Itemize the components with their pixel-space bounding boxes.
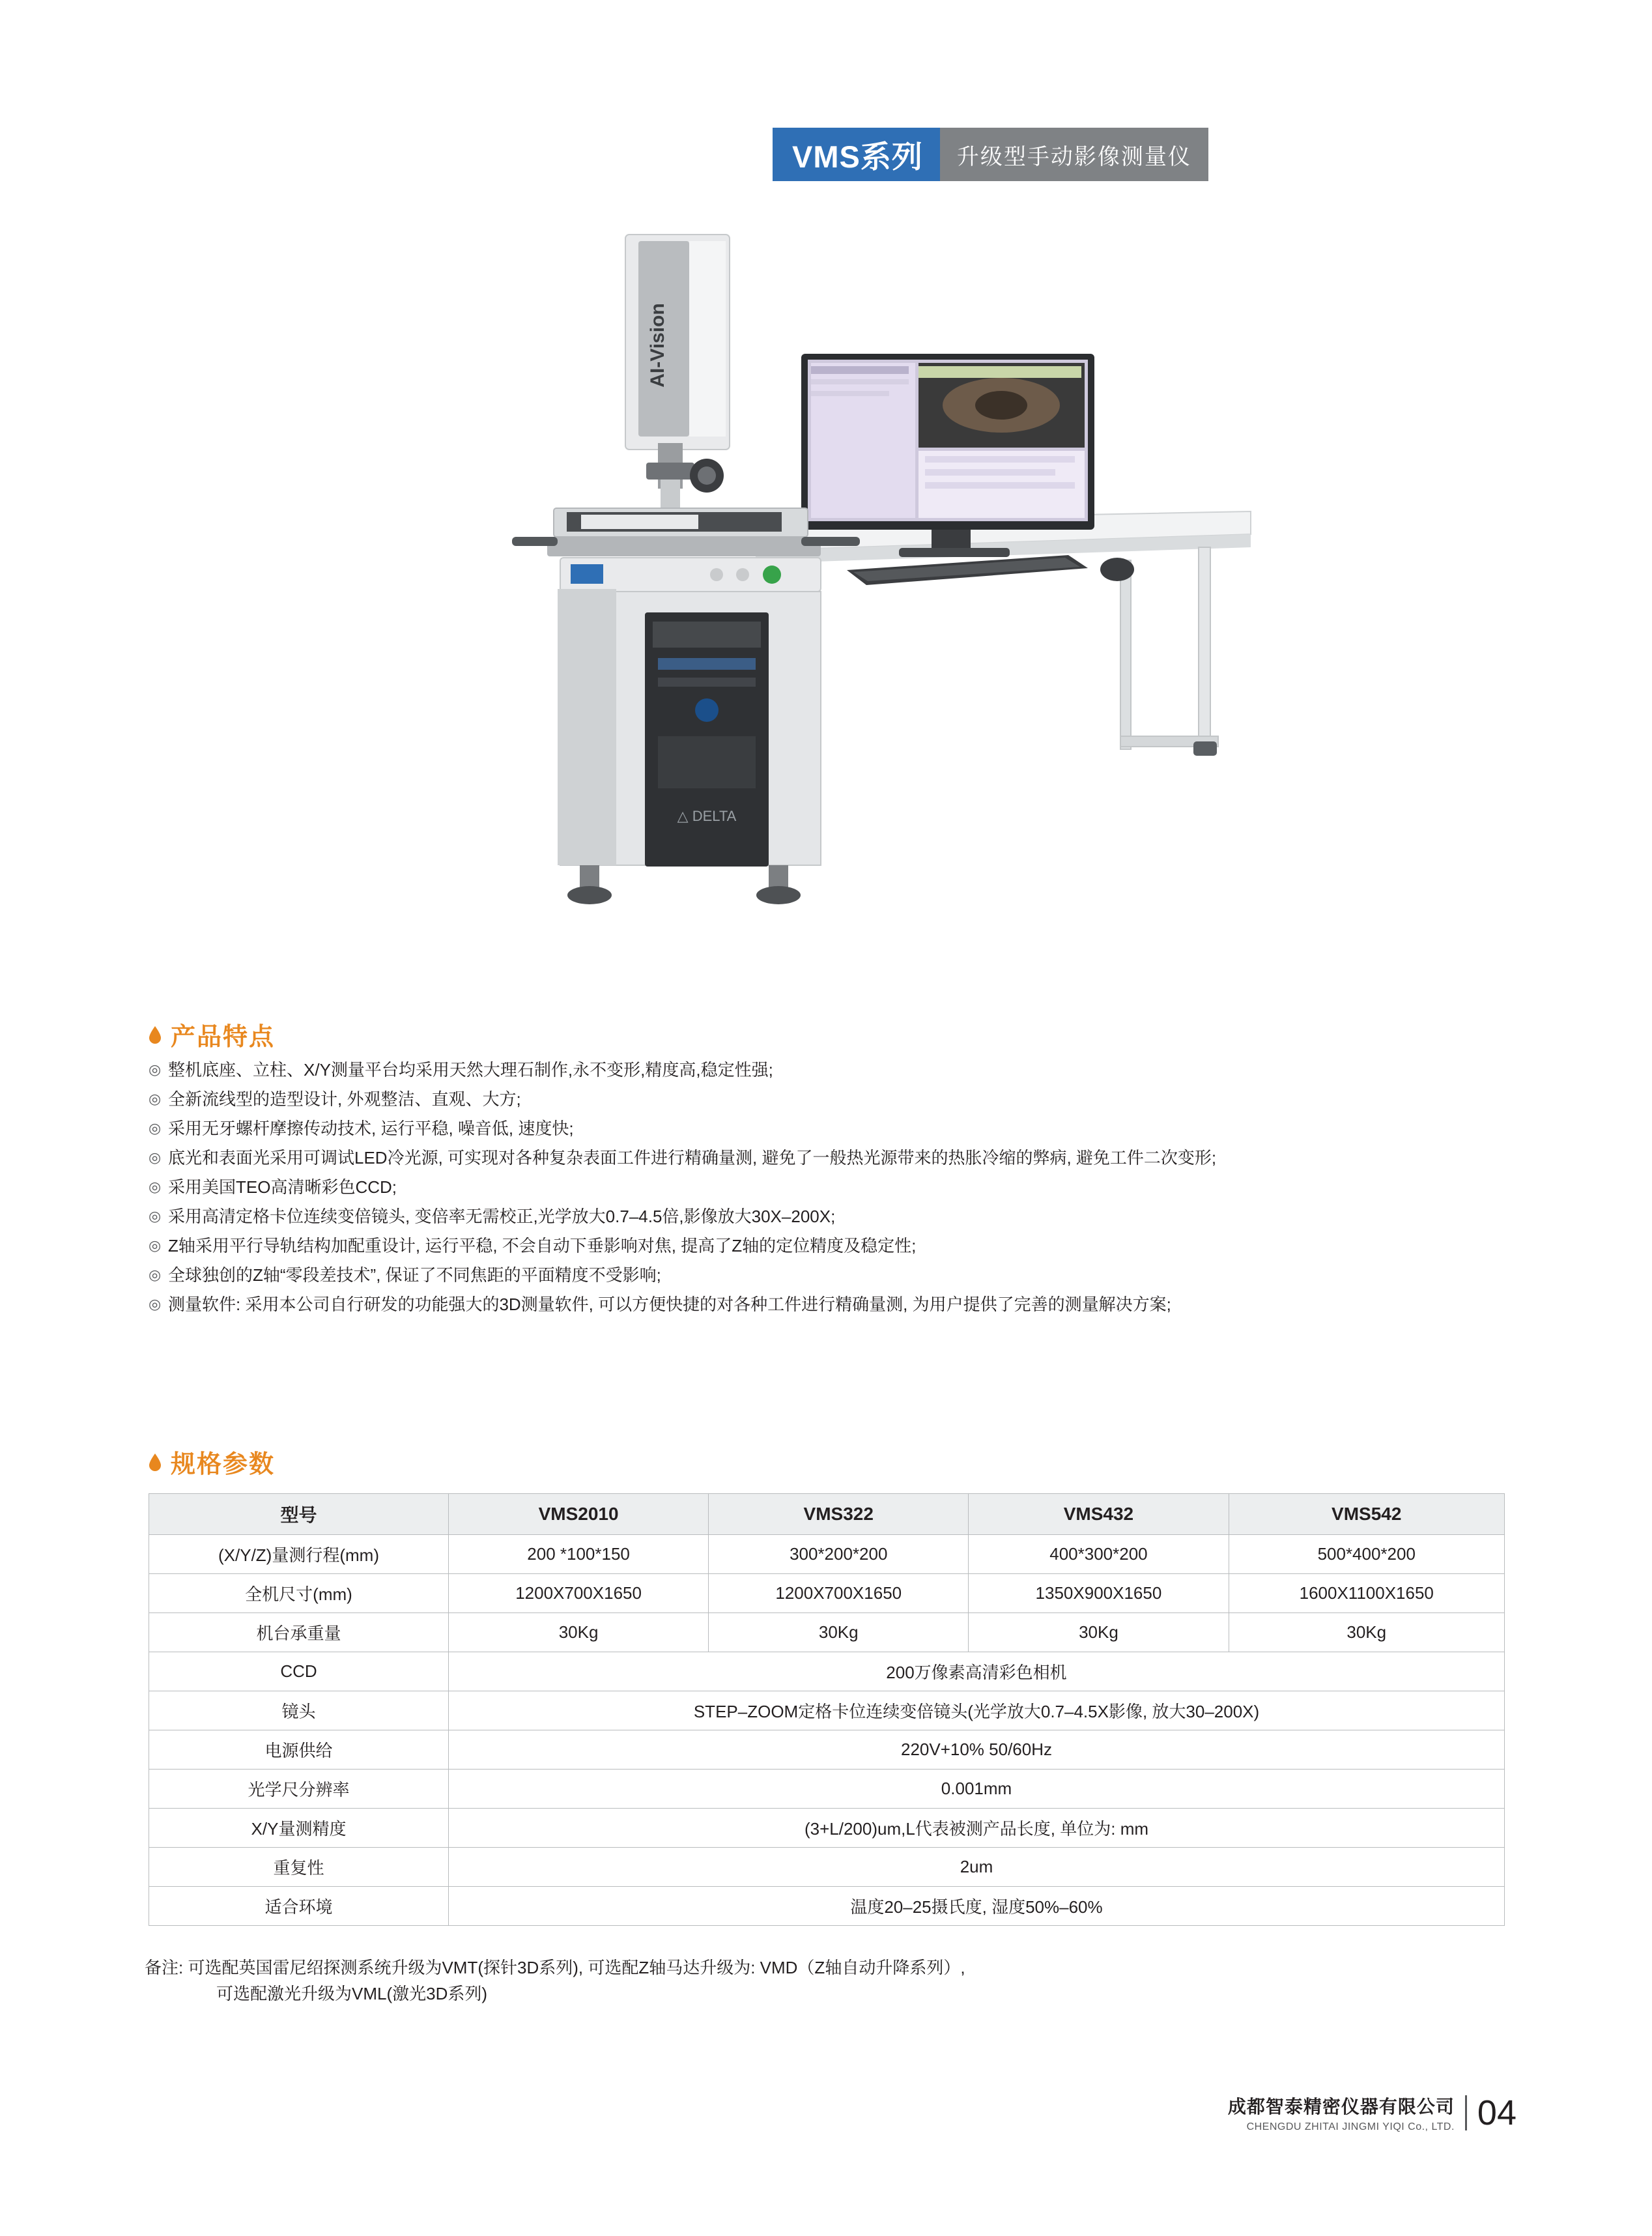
row-label: 镜头 <box>149 1691 449 1730</box>
list-item <box>149 1205 1530 1227</box>
bullet-icon: ◎ <box>149 1267 162 1283</box>
note-line-1: 备注: 可选配英国雷尼绍探测系统升级为VMT(探针3D系列), 可选配Z轴马达升级为: VMD（Z轴自动升降系列）, <box>145 1958 965 1977</box>
table-cell: 30Kg <box>969 1613 1229 1652</box>
list-item <box>149 1264 1530 1286</box>
table-cell: 300*200*200 <box>709 1535 969 1574</box>
list-item <box>149 1059 1530 1081</box>
table-row <box>149 1730 1505 1770</box>
list-item <box>149 1147 1530 1169</box>
page-number: 04 <box>1477 2093 1517 2132</box>
table-cell: 30Kg <box>449 1613 709 1652</box>
column-header: 型号 <box>149 1494 449 1535</box>
table-row <box>149 1613 1505 1652</box>
table-row <box>149 1535 1505 1574</box>
measuring-machine <box>512 235 860 904</box>
droplet-icon <box>149 1453 162 1471</box>
table-cell: 2um <box>449 1848 1505 1887</box>
feature-text: 采用高清定格卡位连续变倍镜头, 变倍率无需校正,光学放大0.7–4.5倍,影像放大30X–200X; <box>168 1207 836 1226</box>
table-cell: 0.001mm <box>449 1770 1505 1809</box>
table-row <box>149 1494 1505 1535</box>
table-cell: 400*300*200 <box>969 1535 1229 1574</box>
company-name-cn: 成都智泰精密仪器有限公司 <box>1227 2097 1455 2117</box>
table-row <box>149 1770 1505 1809</box>
company-name-en: CHENGDU ZHITAI JINGMI YIQI Co., LTD. <box>1246 2121 1455 2132</box>
list-item <box>149 1176 1530 1198</box>
row-label: X/Y量测精度 <box>149 1809 449 1848</box>
specifications-table <box>149 1493 1505 1926</box>
features-heading <box>149 1016 275 1052</box>
feature-text: Z轴采用平行导轨结构加配重设计, 运行平稳, 不会自动下垂影响对焦, 提高了Z轴的定位精度及稳定性; <box>168 1236 917 1255</box>
specs-heading <box>149 1444 275 1480</box>
droplet-icon <box>149 1025 162 1044</box>
table-cell: 温度20–25摄氏度, 湿度50%–60% <box>449 1887 1505 1926</box>
list-item <box>149 1088 1530 1110</box>
feature-text: 测量软件: 采用本公司自行研发的功能强大的3D测量软件, 可以方便快捷的对各种工件进行精确量测, 为用户提供了完善的测量解决方案; <box>168 1295 1171 1314</box>
feature-text: 采用美国TEO高清晰彩色CCD; <box>168 1177 397 1197</box>
feature-text: 整机底座、立柱、X/Y测量平台均采用天然大理石制作,永不变形,精度高,稳定性强; <box>168 1060 773 1080</box>
row-label: 适合环境 <box>149 1887 449 1926</box>
table-row <box>149 1848 1505 1887</box>
brand-text: AI-Vision <box>647 303 668 388</box>
column-header: VMS432 <box>969 1494 1229 1535</box>
row-label: 光学尺分辨率 <box>149 1770 449 1809</box>
table-cell: 1600X1100X1650 <box>1229 1574 1504 1613</box>
bullet-icon: ◎ <box>149 1208 162 1224</box>
table-row <box>149 1574 1505 1613</box>
row-label: 电源供给 <box>149 1730 449 1770</box>
table-cell: 1200X700X1650 <box>449 1574 709 1613</box>
table-cell: 30Kg <box>1229 1613 1504 1652</box>
column-header: VMS2010 <box>449 1494 709 1535</box>
bullet-icon: ◎ <box>149 1061 162 1078</box>
features-list <box>149 1059 1530 1323</box>
table-row <box>149 1652 1505 1691</box>
list-item <box>149 1235 1530 1257</box>
series-subtitle: 升级型手动影像测量仪 <box>940 128 1208 181</box>
row-label: CCD <box>149 1652 449 1691</box>
header-banner <box>773 128 1208 181</box>
monitor <box>801 354 1094 557</box>
features-heading-text: 产品特点 <box>171 1024 276 1051</box>
table-cell: 30Kg <box>709 1613 969 1652</box>
bullet-icon: ◎ <box>149 1179 162 1195</box>
table-note <box>145 1955 1513 2007</box>
table-cell: 220V+10% 50/60Hz <box>449 1730 1505 1770</box>
svg-text:△ DELTA: △ DELTA <box>677 808 737 824</box>
bullet-icon: ◎ <box>149 1120 162 1136</box>
table-row <box>149 1691 1505 1730</box>
column-header: VMS542 <box>1229 1494 1504 1535</box>
row-label: 机台承重量 <box>149 1613 449 1652</box>
feature-text: 底光和表面光采用可调试LED冷光源, 可实现对各种复杂表面工件进行精确量测, 避免了一般热光源带来的热胀冷缩的弊病, 避免工件二次变形; <box>168 1148 1217 1168</box>
table-cell: 1200X700X1650 <box>709 1574 969 1613</box>
table-cell: 200万像素高清彩色相机 <box>449 1652 1505 1691</box>
note-line-2: 可选配激光升级为VML(激光3D系列) <box>216 1984 488 2003</box>
table-cell: (3+L/200)um,L代表被测产品长度, 单位为: mm <box>449 1809 1505 1848</box>
row-label: 重复性 <box>149 1848 449 1887</box>
feature-text: 采用无牙螺杆摩擦传动技术, 运行平稳, 噪音低, 速度快; <box>168 1119 574 1138</box>
product-photo <box>352 195 1316 977</box>
bullet-icon: ◎ <box>149 1149 162 1166</box>
row-label: (X/Y/Z)量测行程(mm) <box>149 1535 449 1574</box>
table-cell: 500*400*200 <box>1229 1535 1504 1574</box>
bullet-icon: ◎ <box>149 1091 162 1107</box>
table-row <box>149 1887 1505 1926</box>
list-item <box>149 1293 1530 1315</box>
divider <box>1465 2095 1467 2130</box>
feature-text: 全球独创的Z轴“零段差技术”, 保证了不同焦距的平面精度不受影响; <box>168 1265 661 1285</box>
bullet-icon: ◎ <box>149 1296 162 1312</box>
table-row <box>149 1809 1505 1848</box>
list-item <box>149 1117 1530 1140</box>
column-header: VMS322 <box>709 1494 969 1535</box>
feature-text: 全新流线型的造型设计, 外观整洁、直观、大方; <box>168 1089 521 1109</box>
table-cell: 200 *100*150 <box>449 1535 709 1574</box>
row-label: 全机尺寸(mm) <box>149 1574 449 1613</box>
series-title: VMS系列 <box>773 128 940 181</box>
bullet-icon: ◎ <box>149 1237 162 1254</box>
table-cell: STEP–ZOOM定格卡位连续变倍镜头(光学放大0.7–4.5X影像, 放大30–200X) <box>449 1691 1505 1730</box>
specs-heading-text: 规格参数 <box>171 1451 276 1478</box>
page-footer <box>1228 2093 1517 2133</box>
table-cell: 1350X900X1650 <box>969 1574 1229 1613</box>
company-block <box>1228 2093 1455 2133</box>
keyboard-and-mouse <box>847 555 1134 585</box>
